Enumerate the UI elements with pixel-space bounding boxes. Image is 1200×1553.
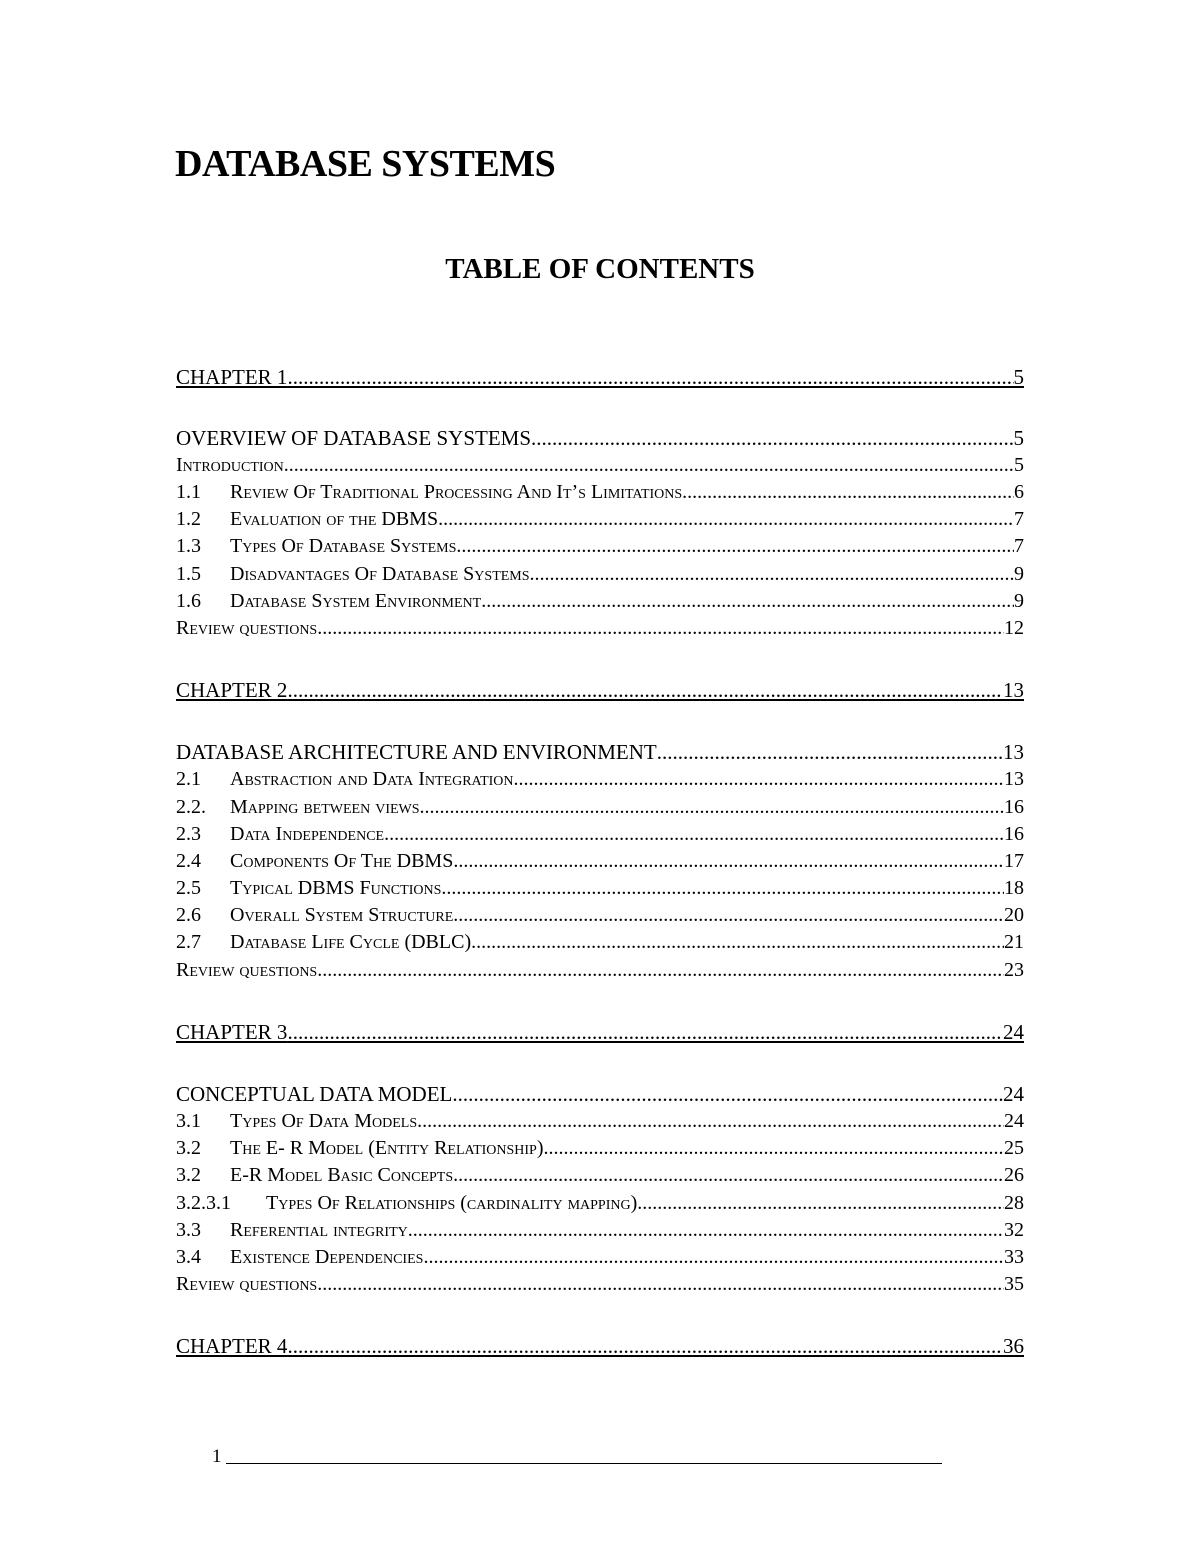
toc-entry-page: 17: [1004, 850, 1024, 872]
toc-dot-leader: [317, 957, 1004, 983]
toc-entry-number: 3.3: [176, 1219, 201, 1241]
toc-entry-sub[interactable]: [176, 615, 1024, 641]
toc-entry-label: Typical DBMS Functions: [230, 877, 442, 899]
toc-dot-leader: [682, 479, 1014, 505]
toc-entry-page: 25: [1004, 1137, 1024, 1159]
toc-entry-label: Types Of Relationships (cardinality mapping): [266, 1192, 638, 1214]
toc-dot-leader: [284, 452, 1014, 478]
toc-dot-leader: [423, 1244, 1004, 1270]
toc-entry-number: 3.2: [176, 1137, 201, 1159]
toc-entry-sub[interactable]: [176, 1271, 1024, 1297]
toc-entry-page: 9: [1014, 590, 1024, 612]
toc-entry-sub[interactable]: [176, 533, 1024, 559]
toc-dot-leader: [544, 1135, 1004, 1161]
toc-entry-chapter[interactable]: [176, 1333, 1024, 1359]
toc-entry-page: 12: [1004, 617, 1024, 639]
toc-entry-label: Review questions: [176, 1273, 318, 1295]
toc-entry-label: Review questions: [176, 959, 318, 981]
toc-entry-sub[interactable]: [176, 821, 1024, 847]
toc-entry-page: 16: [1004, 823, 1024, 845]
toc-entry-label: CHAPTER 3: [176, 1020, 288, 1044]
toc-dot-leader: [317, 1271, 1004, 1297]
toc-entry-sub[interactable]: [176, 902, 1024, 928]
toc-entry-chapter[interactable]: [176, 1019, 1024, 1045]
toc-entry-sub[interactable]: [176, 1108, 1024, 1134]
toc-entry-heading[interactable]: [176, 739, 1024, 765]
toc-title: TABLE OF CONTENTS: [445, 253, 755, 285]
toc-entry-page: 9: [1014, 563, 1024, 585]
toc-entry-number: 1.6: [176, 590, 201, 612]
toc-entry-number: 1.5: [176, 563, 201, 585]
toc-entry-sub[interactable]: [176, 479, 1024, 505]
toc-entry-number: 2.4: [176, 850, 201, 872]
toc-entry-number: 3.4: [176, 1246, 201, 1268]
toc-dot-leader: [453, 848, 1004, 874]
toc-entry-number: 2.7: [176, 931, 201, 953]
toc-dot-leader: [287, 364, 1013, 390]
toc-dot-leader: [438, 506, 1014, 532]
toc-entry-sub[interactable]: [176, 766, 1024, 792]
toc-entry-sub[interactable]: [176, 1190, 1024, 1216]
toc-entry-number: 1.3: [176, 535, 201, 557]
toc-entry-label: Introduction: [176, 454, 284, 476]
toc-entry-number: 3.2.3.1: [176, 1192, 231, 1214]
toc-entry-page: 13: [1004, 768, 1024, 790]
toc-dot-leader: [287, 677, 1003, 703]
toc-entry-page: 26: [1004, 1164, 1024, 1186]
toc-entry-label: E-R Model Basic Concepts: [230, 1164, 454, 1186]
toc-entry-sub[interactable]: [176, 506, 1024, 532]
toc-entry-sub[interactable]: [176, 848, 1024, 874]
toc-entry-label: Types Of Data Models: [230, 1110, 418, 1132]
toc-entry-page: 5: [1013, 426, 1024, 450]
toc-entry-page: 13: [1003, 740, 1024, 764]
page-footer: [212, 1446, 942, 1468]
toc-entry-number: 1.1: [176, 481, 201, 503]
toc-entry-label: CONCEPTUAL DATA MODEL: [176, 1082, 453, 1106]
toc-entry-label: Evaluation of the DBMS: [230, 508, 439, 530]
toc-entry-label: Mapping between views: [230, 796, 420, 818]
toc-entry-number: 3.2: [176, 1164, 201, 1186]
toc-entry-label: CHAPTER 2: [176, 678, 288, 702]
toc-entry-label: Components Of The DBMS: [230, 850, 454, 872]
toc-entry-label: Database Life Cycle (DBLC): [230, 931, 472, 953]
toc-entry-sub[interactable]: [176, 957, 1024, 983]
toc-dot-leader: [637, 1190, 1004, 1216]
toc-entry-label: Referential integrity: [230, 1219, 408, 1241]
toc-entry-page: 32: [1004, 1219, 1024, 1241]
page-number: 1: [212, 1446, 222, 1467]
toc-entry-page: 23: [1004, 959, 1024, 981]
toc-dot-leader: [657, 739, 1003, 765]
toc-dot-leader: [408, 1217, 1004, 1243]
toc-entry-label: Review questions: [176, 617, 318, 639]
toc-dot-leader: [417, 1108, 1004, 1134]
toc-entry-page: 7: [1014, 508, 1024, 530]
toc-entry-sub[interactable]: [176, 1162, 1024, 1188]
toc-dot-leader: [453, 902, 1004, 928]
toc-entry-number: 2.5: [176, 877, 201, 899]
toc-entry-sub[interactable]: [176, 794, 1024, 820]
toc-dot-leader: [514, 766, 1004, 792]
toc-entry-page: 36: [1003, 1334, 1024, 1358]
toc-entry-label: Types Of Database Systems: [230, 535, 457, 557]
toc-entry-page: 5: [1014, 454, 1024, 476]
toc-entry-page: 28: [1004, 1192, 1024, 1214]
toc-dot-leader: [452, 1081, 1003, 1107]
toc-entry-number: 3.1: [176, 1110, 201, 1132]
toc-dot-leader: [287, 1019, 1003, 1045]
toc-dot-leader: [453, 1162, 1004, 1188]
toc-entry-sub[interactable]: [176, 875, 1024, 901]
toc-dot-leader: [471, 929, 1004, 955]
toc-entry-label: CHAPTER 4: [176, 1334, 288, 1358]
toc-entry-label: DATABASE ARCHITECTURE AND ENVIRONMENT: [176, 740, 657, 764]
toc-entry-heading[interactable]: [176, 425, 1024, 451]
toc-entry-label: Database System Environment: [230, 590, 482, 612]
toc-entry-page: 6: [1014, 481, 1024, 503]
toc-entry-number: 2.1: [176, 768, 201, 790]
toc-entry-label: Disadvantages Of Database Systems: [230, 563, 530, 585]
toc-dot-leader: [481, 588, 1014, 614]
toc-entry-sub[interactable]: [176, 588, 1024, 614]
toc-entry-chapter[interactable]: [176, 364, 1024, 390]
toc-entry-page: 24: [1004, 1110, 1024, 1132]
toc-entry-label: CHAPTER 1: [176, 365, 288, 389]
toc-entry-sub[interactable]: [176, 452, 1024, 478]
toc-dot-leader: [384, 821, 1004, 847]
toc-dot-leader: [287, 1333, 1003, 1359]
toc-entry-sub[interactable]: [176, 561, 1024, 587]
toc-dot-leader: [456, 533, 1014, 559]
toc-dot-leader: [530, 561, 1014, 587]
toc-entry-page: 13: [1003, 678, 1024, 702]
toc-entry-number: 2.2.: [176, 796, 206, 818]
footer-rule: [226, 1463, 943, 1464]
toc-entry-number: 1.2: [176, 508, 201, 530]
toc-entry-page: 21: [1004, 931, 1024, 953]
toc-entry-page: 33: [1004, 1246, 1024, 1268]
toc-entry-page: 24: [1003, 1020, 1024, 1044]
toc-entry-page: 20: [1004, 904, 1024, 926]
toc-dot-leader: [420, 794, 1004, 820]
toc-entry-page: 16: [1004, 796, 1024, 818]
toc-entry-label: Overall System Structure: [230, 904, 454, 926]
toc-entry-sub[interactable]: [176, 1217, 1024, 1243]
toc-entry-label: Existence Dependencies: [230, 1246, 424, 1268]
toc-dot-leader: [531, 425, 1013, 451]
toc-entry-number: 2.6: [176, 904, 201, 926]
toc-entry-page: 18: [1004, 877, 1024, 899]
toc-entry-label: Data Independence: [230, 823, 385, 845]
toc-entry-page: 7: [1014, 535, 1024, 557]
toc-entry-sub[interactable]: [176, 929, 1024, 955]
toc-entry-label: Abstraction and Data Integration: [230, 768, 514, 790]
toc-entry-number: 2.3: [176, 823, 201, 845]
document-title: DATABASE SYSTEMS: [175, 143, 556, 185]
toc-entry-label: The E- R Model (Entity Relationship): [230, 1137, 544, 1159]
toc-dot-leader: [317, 615, 1004, 641]
toc-entry-page: 24: [1003, 1082, 1024, 1106]
toc-entry-label: OVERVIEW OF DATABASE SYSTEMS: [176, 426, 532, 450]
toc-entry-label: Review Of Traditional Processing And It’s Limitations: [230, 481, 683, 503]
toc-dot-leader: [441, 875, 1004, 901]
toc-entry-sub[interactable]: [176, 1135, 1024, 1161]
toc-entry-heading[interactable]: [176, 1081, 1024, 1107]
toc-entry-chapter[interactable]: [176, 677, 1024, 703]
toc-entry-page: 35: [1004, 1273, 1024, 1295]
toc-entry-sub[interactable]: [176, 1244, 1024, 1270]
toc-entry-page: 5: [1013, 365, 1024, 389]
